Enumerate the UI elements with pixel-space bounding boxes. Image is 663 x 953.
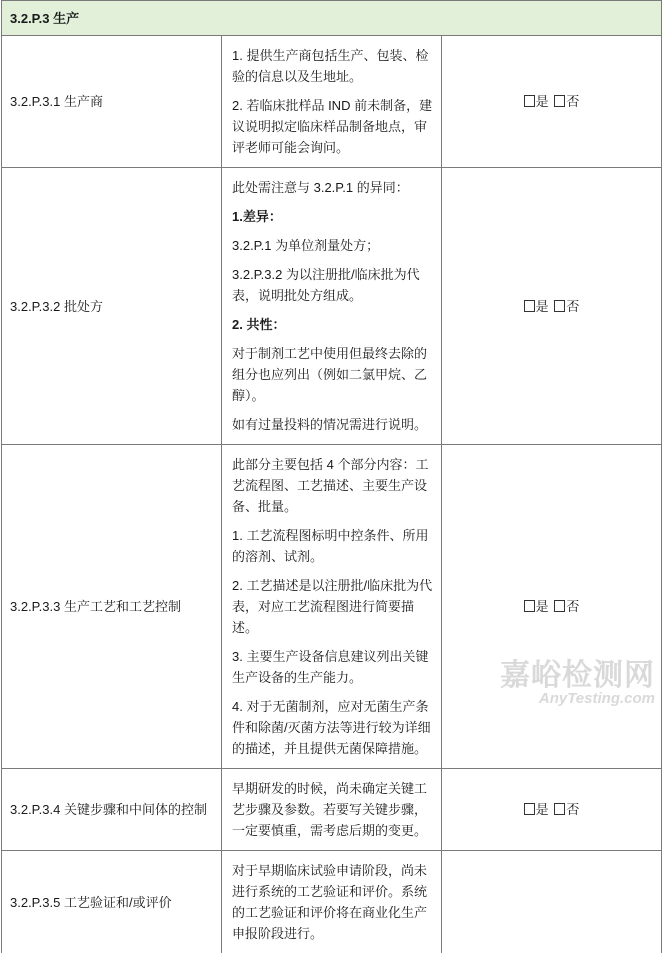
yes-option[interactable]: 是 bbox=[524, 599, 549, 614]
empty-cell bbox=[442, 851, 662, 953]
requirements-table bbox=[1, 0, 662, 953]
table-row bbox=[2, 168, 662, 445]
table-row bbox=[2, 769, 662, 851]
description-heading: 2. 共性： bbox=[232, 310, 433, 339]
description-paragraph: 1. 提供生产商包括生产、包装、检验的信息以及生地址。 bbox=[232, 41, 433, 91]
checkbox-icon[interactable] bbox=[554, 300, 565, 312]
row-label: 3.2.P.3.1 生产商 bbox=[2, 36, 222, 168]
description-paragraph: 如有过量投料的情况需进行说明。 bbox=[232, 410, 433, 439]
description-paragraph: 此处需注意与 3.2.P.1 的异同： bbox=[232, 173, 433, 202]
yes-no-options bbox=[442, 769, 662, 851]
yes-option[interactable]: 是 bbox=[524, 802, 549, 817]
no-option[interactable]: 否 bbox=[554, 599, 579, 614]
table-row bbox=[2, 445, 662, 769]
row-label: 3.2.P.3.4 关键步骤和中间体的控制 bbox=[2, 769, 222, 851]
checkbox-icon[interactable] bbox=[554, 803, 565, 815]
watermark-cn: 嘉峪检测网 bbox=[500, 650, 655, 694]
description-paragraph: 2. 若临床批样品 IND 前未制备，建议说明拟定临床样品制备地点，审评老师可能会询问。 bbox=[232, 91, 433, 162]
yes-no-options bbox=[442, 445, 662, 769]
checkbox-icon[interactable] bbox=[524, 600, 535, 612]
no-option[interactable]: 否 bbox=[554, 802, 579, 817]
section-title: 3.2.P.3 生产 bbox=[2, 1, 662, 36]
row-description bbox=[222, 445, 442, 769]
table-row bbox=[2, 36, 662, 168]
description-paragraph: 早期研发的时候，尚未确定关键工艺步骤及参数。若要写关键步骤，一定要慎重，需考虑后期的变更。 bbox=[232, 774, 433, 845]
description-paragraph: 对于制剂工艺中使用但最终去除的组分也应列出（例如二氯甲烷、乙醇）。 bbox=[232, 339, 433, 410]
section-header-row bbox=[2, 1, 662, 36]
row-label: 3.2.P.3.2 批处方 bbox=[2, 168, 222, 445]
description-paragraph: 3.2.P.3.2 为以注册批/临床批为代表，说明批处方组成。 bbox=[232, 260, 433, 310]
row-description bbox=[222, 769, 442, 851]
no-option[interactable]: 否 bbox=[554, 94, 579, 109]
checkbox-icon[interactable] bbox=[524, 95, 535, 107]
description-heading: 1.差异： bbox=[232, 202, 433, 231]
description-paragraph: 3. 主要生产设备信息建议列出关键生产设备的生产能力。 bbox=[232, 642, 433, 692]
watermark-en: AnyTesting.com bbox=[500, 690, 655, 707]
description-paragraph: 2. 工艺描述是以注册批/临床批为代表，对应工艺流程图进行简要描述。 bbox=[232, 571, 433, 642]
checkbox-icon[interactable] bbox=[554, 95, 565, 107]
description-paragraph: 1. 工艺流程图标明中控条件、所用的溶剂、试剂。 bbox=[232, 521, 433, 571]
yes-no-options bbox=[442, 36, 662, 168]
row-description bbox=[222, 36, 442, 168]
row-label: 3.2.P.3.5 工艺验证和/或评价 bbox=[2, 851, 222, 953]
checkbox-icon[interactable] bbox=[554, 600, 565, 612]
yes-option[interactable]: 是 bbox=[524, 94, 549, 109]
no-option[interactable]: 否 bbox=[554, 299, 579, 314]
yes-no-options bbox=[442, 168, 662, 445]
row-description bbox=[222, 168, 442, 445]
table-row bbox=[2, 851, 662, 953]
checkbox-icon[interactable] bbox=[524, 300, 535, 312]
row-label: 3.2.P.3.3 生产工艺和工艺控制 bbox=[2, 445, 222, 769]
description-paragraph: 4. 对于无菌制剂，应对无菌生产条件和除菌/灭菌方法等进行较为详细的描述，并且提供无菌保障措施。 bbox=[232, 692, 433, 763]
description-paragraph: 此部分主要包括 4 个部分内容：工艺流程图、工艺描述、主要生产设备、批量。 bbox=[232, 450, 433, 521]
description-paragraph: 对于早期临床试验申请阶段，尚未进行系统的工艺验证和评价。系统的工艺验证和评价将在商业化生产申报阶段进行。 bbox=[232, 856, 433, 948]
checkbox-icon[interactable] bbox=[524, 803, 535, 815]
row-description bbox=[222, 851, 442, 953]
description-paragraph: 3.2.P.1 为单位剂量处方； bbox=[232, 231, 433, 260]
yes-option[interactable]: 是 bbox=[524, 299, 549, 314]
